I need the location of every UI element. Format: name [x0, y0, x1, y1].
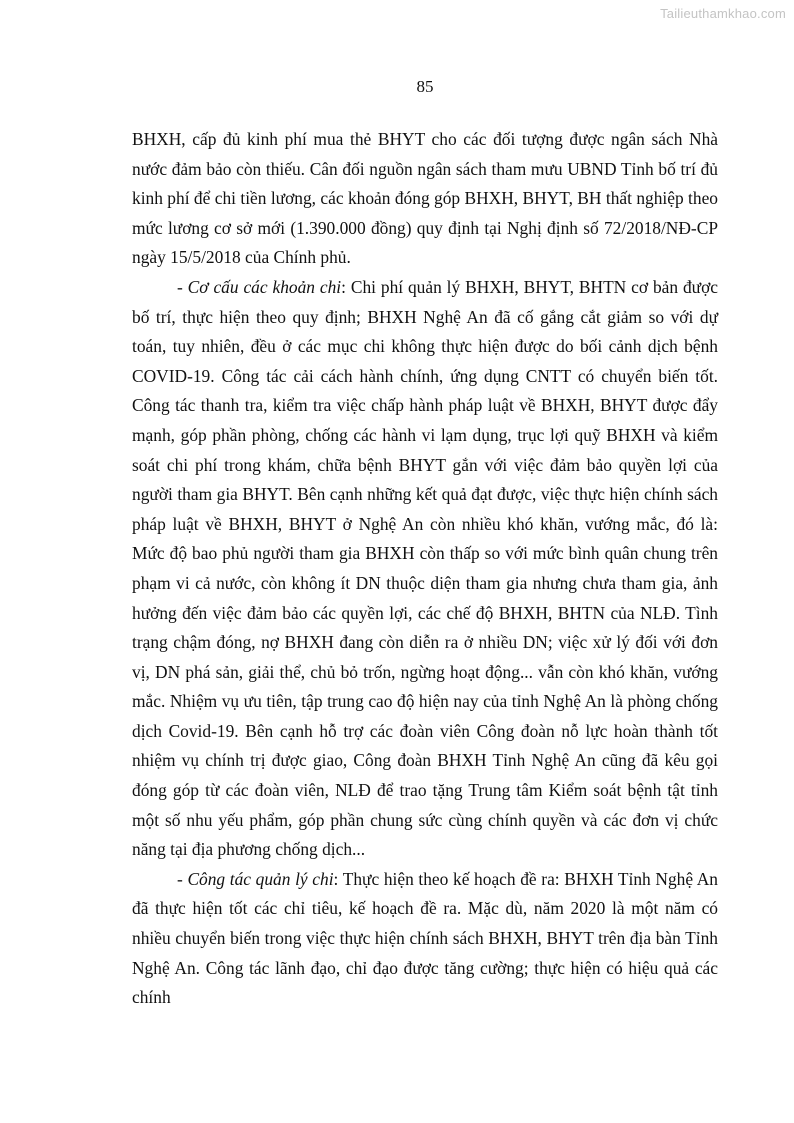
paragraph-1-text: BHXH, cấp đủ kinh phí mua thẻ BHYT cho các đối tượng được ngân sách Nhà nước đảm bảo còn thiếu. Cân đối nguồn ngân sách tham mưu UBND Tỉnh bố trí đủ kinh phí để chi tiền lương, các khoản đóng góp BHXH, BHYT, BH thất nghiệp theo mức lương cơ sở mới (1.390.000 đồng) quy định tại Nghị định số 72/2018/NĐ-CP ngày 15/5/2018 của Chính phủ. [132, 129, 718, 268]
paragraph-3 [132, 865, 718, 1013]
watermark-text: Tailieuthamkhao.com [660, 6, 786, 21]
paragraph-2 [132, 273, 718, 865]
document-body [132, 125, 718, 1013]
paragraph-2-text: : Chi phí quản lý BHXH, BHYT, BHTN cơ bản được bố trí, thực hiện theo quy định; BHXH Nghệ An đã cố gắng cắt giảm so với dự toán, tuy nhiên, đều ở các mục chi không thực hiện được do bối cảnh dịch bệnh COVID-19. Công tác cải cách hành chính, ứng dụng CNTT có chuyển biến tốt. Công tác thanh tra, kiểm tra việc chấp hành pháp luật về BHXH, BHYT được đẩy mạnh, góp phần phòng, chống các hành vi lạm dụng, trục lợi quỹ BHXH và kiểm soát chi phí trong khám, chữa bệnh BHYT gắn với việc đảm bảo quyền lợi của người tham gia BHYT. Bên cạnh những kết quả đạt được, việc thực hiện chính sách pháp luật về BHXH, BHYT ở Nghệ An còn nhiều khó khăn, vướng mắc, đó là: Mức độ bao phủ người tham gia BHXH còn thấp so với mức bình quân chung trên phạm vi cả nước, còn không ít DN thuộc diện tham gia nhưng chưa tham gia, ảnh hưởng đến việc đảm bảo các quyền lợi, các chế độ BHXH, BHTN của NLĐ. Tình trạng chậm đóng, nợ BHXH đang còn diễn ra ở nhiều DN; việc xử lý đối với đơn vị, DN phá sản, giải thể, chủ bỏ trốn, ngừng hoạt động... vẫn còn khó khăn, vướng mắc. Nhiệm vụ ưu tiên, tập trung cao độ hiện nay của tỉnh Nghệ An là phòng chống dịch Covid-19. Bên cạnh hỗ trợ các đoàn viên Công đoàn nỗ lực hoàn thành tốt nhiệm vụ chính trị được giao, Công đoàn BHXH Tỉnh Nghệ An cũng đã kêu gọi đóng góp từ các đoàn viên, NLĐ để trao tặng Trung tâm Kiểm soát bệnh tật tỉnh một số nhu yếu phẩm, góp phần chung sức cùng chính quyền và các đơn vị chức năng tại địa phương chống dịch... [132, 276, 718, 860]
paragraph-3-text: : Thực hiện theo kế hoạch đề ra: BHXH Tỉnh Nghệ An đã thực hiện tốt các chỉ tiêu, kế hoạch đề ra. Mặc dù, năm 2020 là một năm có nhiều chuyển biến trong việc thực hiện chính sách BHXH, BHYT trên địa bàn Tỉnh Nghệ An. Công tác lãnh đạo, chỉ đạo được tăng cường; thực hiện có hiệu quả các chính [132, 868, 718, 1008]
paragraph-2-lead: - Cơ cấu các khoản chi [177, 276, 342, 297]
paragraph-1 [132, 125, 718, 273]
paragraph-3-lead: - Công tác quản lý chi [177, 868, 334, 889]
page-number: 85 [416, 77, 434, 96]
